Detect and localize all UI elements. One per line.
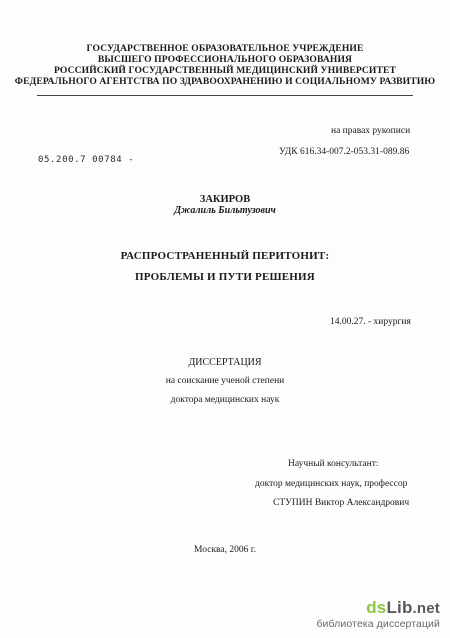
consultant-name: СТУПИН Виктор Александрович	[273, 498, 410, 508]
dissertation-title-line-1: РАСПРОСТРАНЕННЫЙ ПЕРИТОНИТ:	[120, 250, 330, 262]
author-surname: ЗАКИРОВ	[199, 194, 251, 205]
watermark-brand-lib: Lib	[386, 598, 413, 617]
dslib-watermark	[316, 599, 440, 630]
institution-header-line-1: ГОСУДАРСТВЕННОЕ ОБРАЗОВАТЕЛЬНОЕ УЧРЕЖДЕНИЕ	[86, 43, 364, 54]
registration-stamp-number: 05.200.7 00784 -	[38, 155, 135, 165]
header-divider	[37, 95, 413, 96]
institution-header-line-4: ФЕДЕРАЛЬНОГО АГЕНТСТВА ПО ЗДРАВООХРАНЕНИЮ И СОЦИАЛЬНОМУ РАЗВИТИЮ	[14, 76, 436, 87]
degree-purpose-line-2: доктора медицинских наук	[170, 395, 280, 405]
consultant-label: Научный консультант:	[288, 459, 379, 469]
watermark-brand-ds: ds	[366, 598, 387, 617]
place-and-year: Москва, 2006 г.	[194, 545, 256, 555]
degree-purpose-line-1: на соискание ученой степени	[165, 376, 285, 386]
watermark-subtitle: библиотека диссертаций	[316, 618, 440, 630]
dissertation-title-line-2: ПРОБЛЕМЫ И ПУТИ РЕШЕНИЯ	[135, 271, 315, 283]
watermark-brand-net: .net	[412, 600, 440, 617]
specialty-code: 14.00.27. - хирургия	[330, 317, 411, 327]
manuscript-rights-note: на правах рукописи	[331, 126, 411, 136]
consultant-degree: доктор медицинских наук, профессор	[255, 479, 408, 489]
udc-code: УДК 616.34-007.2-053.31-089.86	[279, 147, 410, 157]
dissertation-heading: ДИССЕРТАЦИЯ	[188, 357, 262, 368]
watermark-logo	[316, 599, 440, 618]
institution-header-line-3: РОССИЙСКИЙ ГОСУДАРСТВЕННЫЙ МЕДИЦИНСКИЙ УНИВЕРСИТЕТ	[54, 65, 396, 76]
author-name: Джалиль Бильтузович	[174, 205, 276, 216]
institution-header-line-2: ВЫСШЕГО ПРОФЕССИОНАЛЬНОГО ОБРАЗОВАНИЯ	[97, 54, 353, 65]
